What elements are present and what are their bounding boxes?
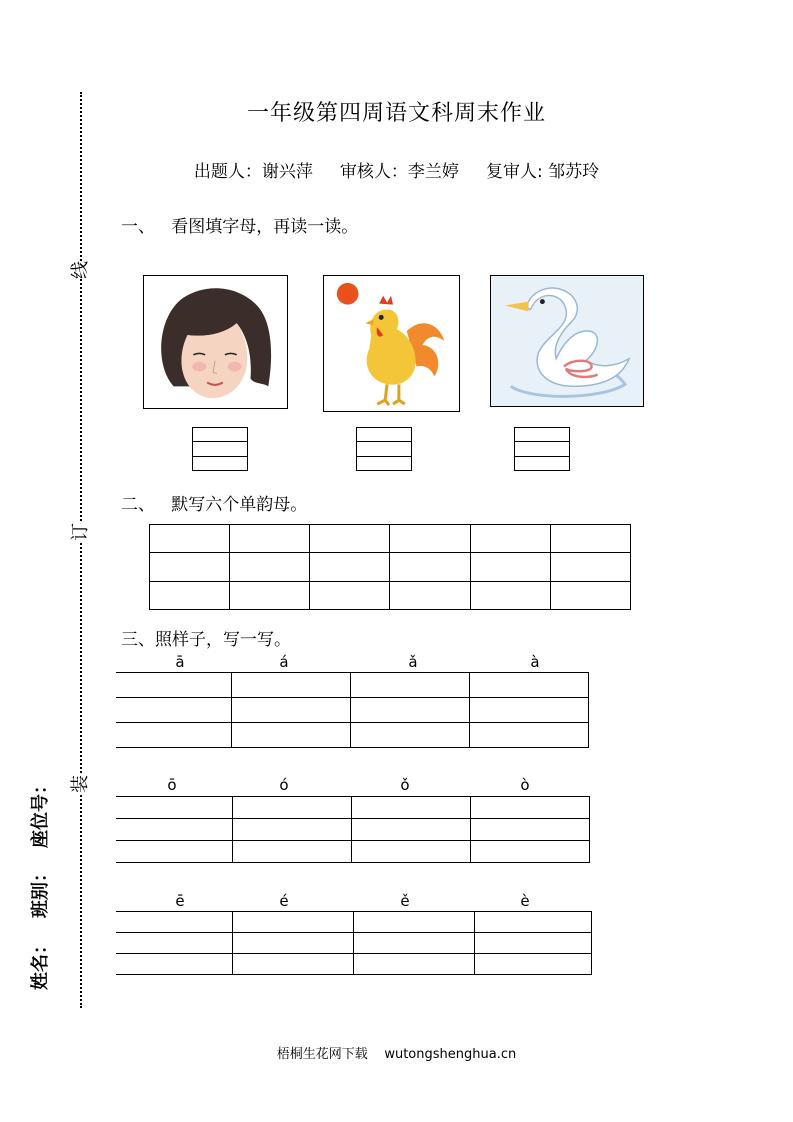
- section2-heading: [121, 490, 307, 515]
- authors-line: [0, 157, 793, 182]
- second-reviewer-label: 复审人: 邹苏玲: [485, 162, 600, 182]
- tone-label-o3: ǒ: [400, 776, 410, 794]
- vowel-writing-grid[interactable]: [149, 524, 631, 610]
- footer-url[interactable]: wutongshenghua.cn: [384, 1047, 517, 1062]
- answer-box-2[interactable]: [356, 427, 412, 471]
- answer-box-1[interactable]: [192, 427, 248, 471]
- section2-instruction: 默写六个单韵母。: [171, 495, 308, 515]
- tone-label-e2: é: [279, 892, 289, 910]
- tone-label-a4: à: [530, 653, 540, 671]
- section3-heading: 三、照样子，写一写。: [121, 630, 291, 650]
- binding-line-char: 线: [70, 261, 91, 279]
- setter-label: 出题人：谢兴萍: [193, 162, 313, 182]
- student-class-label: 班别：: [30, 864, 51, 918]
- binding-bind-char: 装: [70, 775, 91, 793]
- binding-dotted-line: [80, 92, 82, 1008]
- reviewer-label: 审核人：李兰婷: [339, 162, 459, 182]
- tone-label-o2: ó: [279, 776, 289, 794]
- tone-grid-a[interactable]: [116, 672, 589, 748]
- tone-label-o4: ò: [520, 776, 530, 794]
- tone-label-a2: á: [279, 653, 289, 671]
- section1-number: 一、: [121, 217, 155, 237]
- section1-instruction: 看图填字母，再读一读。: [171, 217, 359, 237]
- tone-label-e3: ě: [400, 892, 410, 910]
- answer-box-3[interactable]: [514, 427, 570, 471]
- rooster-picture: [323, 275, 460, 412]
- section1-heading: [121, 212, 358, 237]
- tone-label-a3: ǎ: [408, 653, 418, 671]
- tone-label-e4: è: [520, 892, 530, 910]
- tone-label-e1: ē: [175, 892, 185, 910]
- woman-face-picture: [143, 275, 288, 409]
- tone-grid-e[interactable]: [116, 911, 592, 975]
- page-title: 一年级第四周语文科周末作业: [246, 101, 546, 126]
- binding-staple-char: 订: [70, 523, 91, 541]
- tone-label-o1: ō: [167, 776, 177, 794]
- tone-label-a1: ā: [175, 653, 185, 671]
- goose-picture: [490, 275, 644, 407]
- section2-number: 二、: [121, 495, 155, 515]
- student-name-label: 姓名：: [30, 936, 51, 990]
- footer: [0, 1043, 793, 1062]
- tone-grid-o[interactable]: [116, 796, 590, 863]
- student-seat-label: 座位号：: [30, 776, 51, 848]
- footer-site-name: 梧桐生花网下载: [276, 1047, 368, 1062]
